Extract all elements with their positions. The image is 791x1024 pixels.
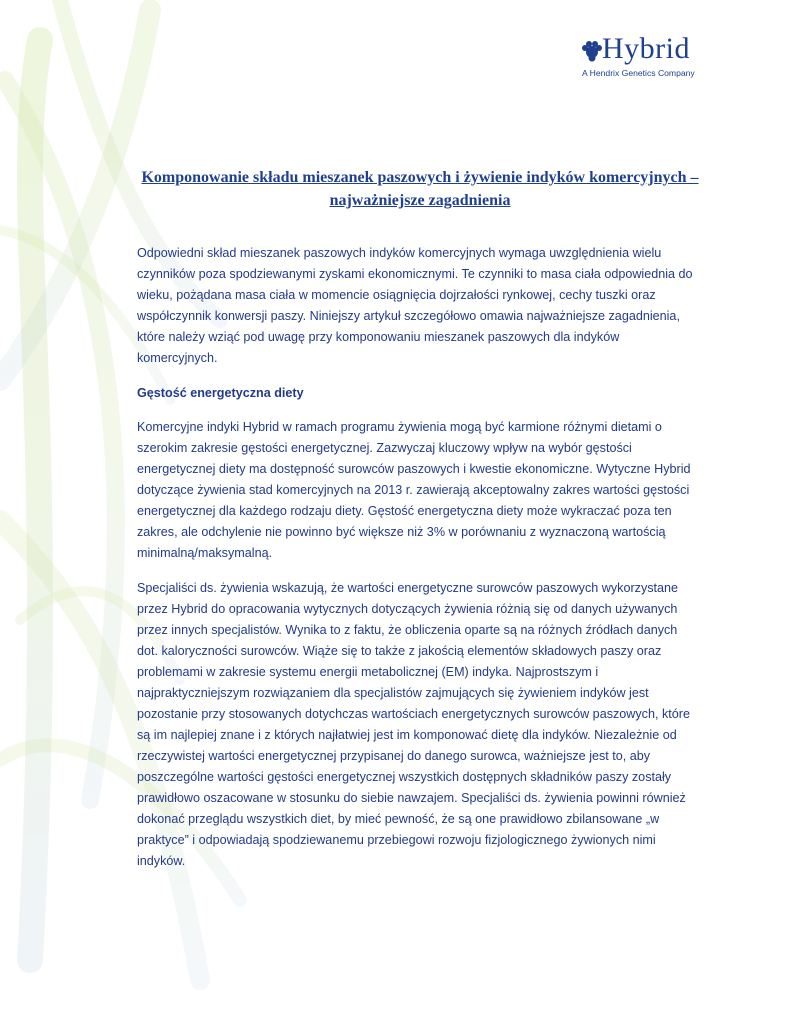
section-heading-energy: Gęstość energetyczna diety: [137, 386, 304, 400]
document-body: [137, 243, 697, 886]
energy-paragraph-1: Komercyjne indyki Hybrid w ramach programu żywienia mogą być karmione różnymi dietami o szerokim zakresie gęstości energetycznej. Zazwyczaj kluczowy wpływ na wybór gęstości energetycznej diety ma dostępność surowców paszowych i kwestie ekonomiczne. Wytyczne Hybrid dotyczące żywienia stad komercyjnych na 2013 r. zawierają akceptowalny zakres wartości gęstości energetycznej dla każdego rodzaju diety. Gęstość energetyczna diety może wykraczać poza ten zakres, ale odchylenie nie powinno być większe niż 3% w porównaniu z wyznaczoną wartością minimalną/maksymalną.: [137, 420, 691, 560]
logo-wordmark: Hybrid: [602, 32, 690, 65]
document-title: Komponowanie składu mieszanek paszowych i żywienie indyków komercyjnych – najważniejsze zagadnienia: [141, 169, 699, 209]
turkey-mark-icon: [580, 40, 604, 62]
intro-paragraph: Odpowiedni skład mieszanek paszowych indyków komercyjnych wymaga uwzględnienia wielu czynników poza spodziewanymi zyskami ekonomicznymi. Te czynniki to masa ciała odpowiednia do wieku, pożądana masa ciała w momencie osiągnięcia dojrzałości rynkowej, cechy tuszki oraz współczynnik konwersji paszy. Niniejszy artykuł szczegółowo omawia najważniejsze zagadnienia, które należy wziąć pod uwagę przy komponowaniu mieszanek paszowych dla indyków komercyjnych.: [137, 246, 693, 365]
hybrid-logo: [580, 34, 710, 84]
logo-tagline: A Hendrix Genetics Company: [582, 68, 695, 78]
energy-paragraph-2: Specjaliści ds. żywienia wskazują, że wartości energetyczne surowców paszowych wykorzystane przez Hybrid do opracowania wytycznych dotyczących żywienia różnią się od danych używanych przez innych specjalistów. Wynika to z faktu, że obliczenia oparte są na różnych źródłach danych dot. kaloryczności surowców. Wiąże się to także z jakością elementów składowych paszy oraz problemami w zakresie systemu energii metabolicznej (EM) indyka. Najprostszym i najpraktyczniejszym rozwiązaniem dla specjalistów zajmujących się żywieniem indyków jest pozostanie przy stosowanych dotychczas wartościach energetycznych surowców paszowych, które są im najlepiej znane i z których najłatwiej jest im komponować dietę dla indyków. Niezależnie od rzeczywistej wartości energetycznej przypisanej do danego surowca, ważniejsze jest to, aby poszczególne wartości gęstości energetycznej wszystkich dostępnych składników paszy zostały prawidłowo oszacowane w stosunku do siebie nawzajem. Specjaliści ds. żywienia powinni również dokonać przeglądu wszystkich diet, by mieć pewność, że są one prawidłowo zbilansowane „w praktyce” i odpowiadają spodziewanemu przebiegowi rozwoju fizjologicznego żywionych nimi indyków.: [137, 581, 690, 868]
